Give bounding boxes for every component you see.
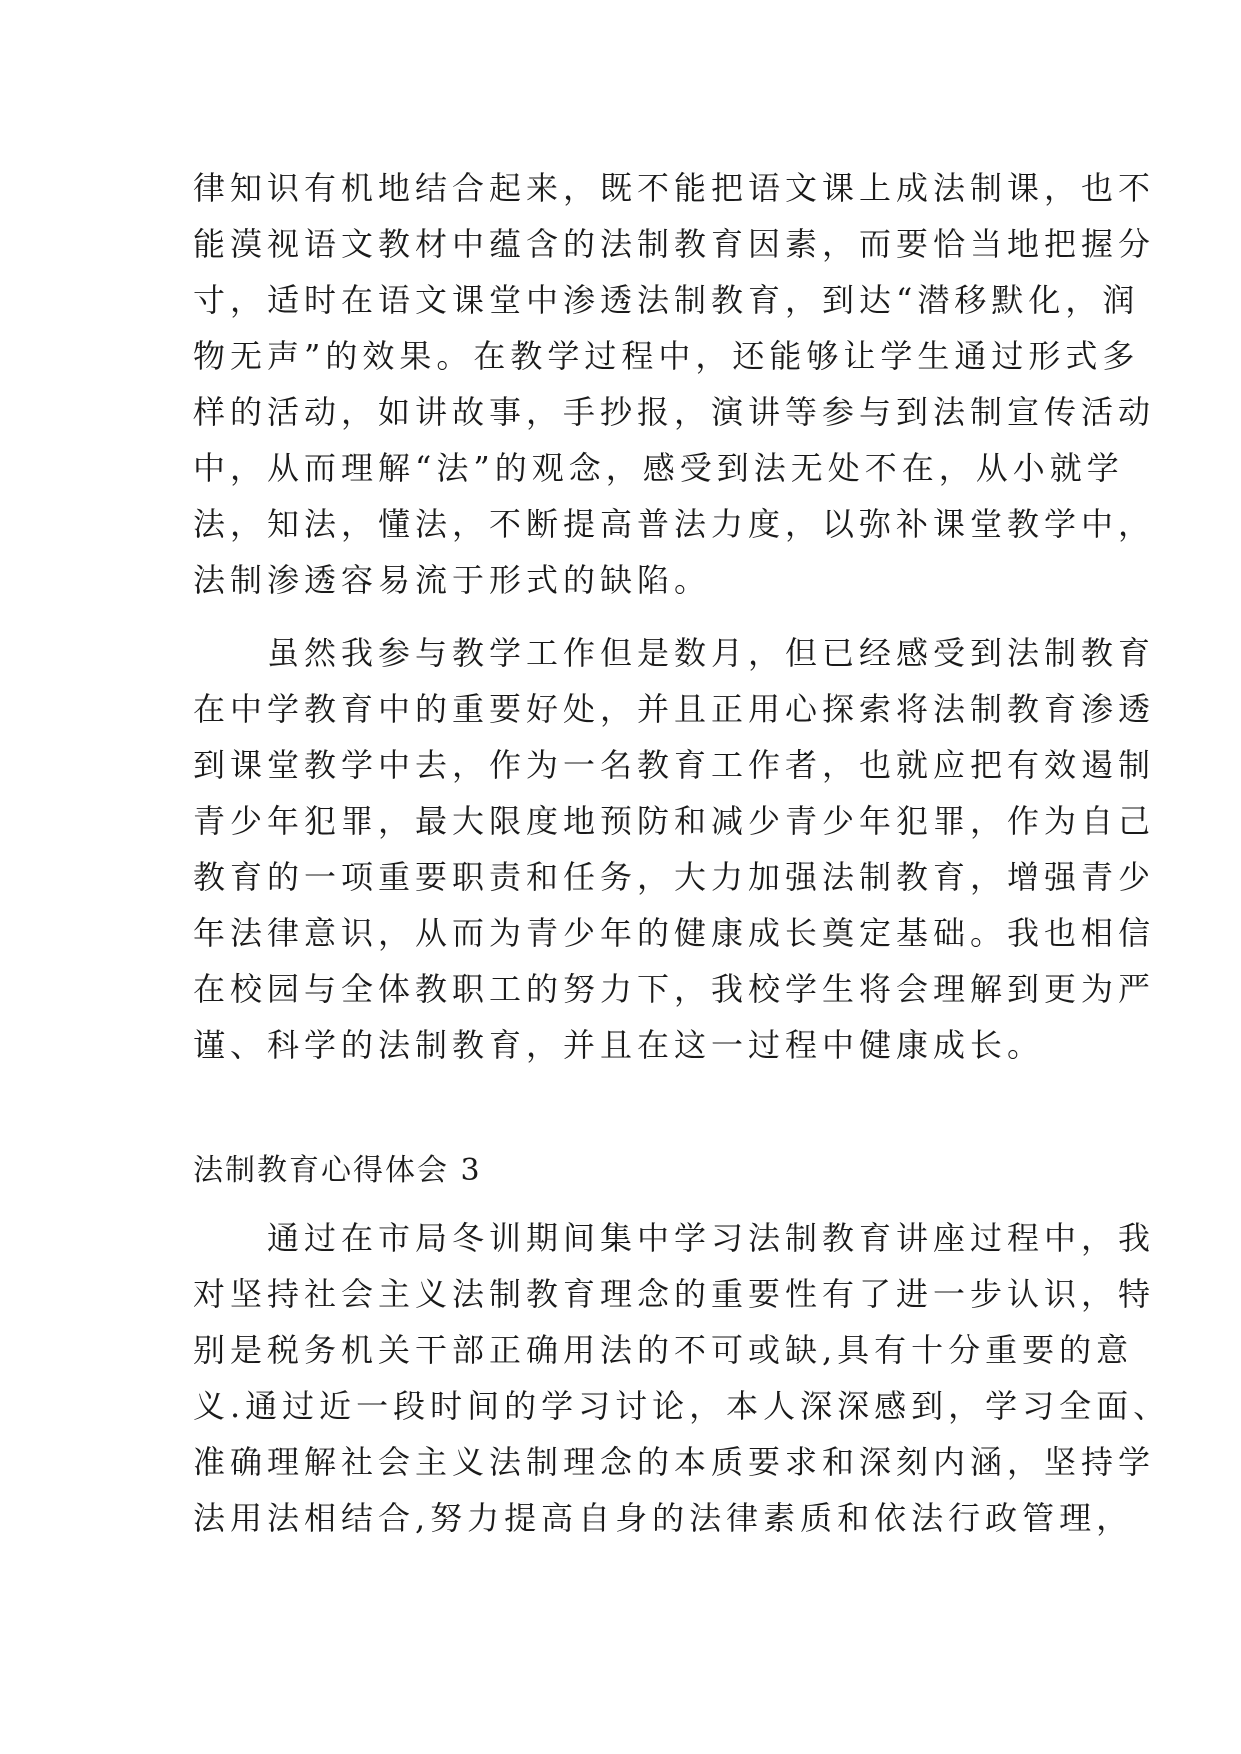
text-line: 到课堂教学中去，作为一名教育工作者，也就应把有效遏制: [193, 746, 1156, 784]
text-line: 年法律意识，从而为青少年的健康成长奠定基础。我也相信: [193, 914, 1156, 952]
text-line: 物无声”的效果。在教学过程中，还能够让学生通过形式多: [193, 337, 1140, 375]
text-line: 法用法相结合,努力提高自身的法律素质和依法行政管理，: [193, 1499, 1134, 1537]
text-line: 样的活动，如讲故事，手抄报，演讲等参与到法制宣传活动: [193, 393, 1156, 431]
paragraph-conclusion: [193, 625, 1156, 1073]
text-line: 法制渗透容易流于形式的缺陷。: [193, 561, 712, 599]
text-line: 法，知法，懂法，不断提高普法力度，以弥补课堂教学中，: [193, 505, 1156, 543]
text-line: 义.通过近一段时间的学习讨论，本人深深感到，学习全面、: [193, 1387, 1171, 1425]
text-line: 寸，适时在语文课堂中渗透法制教育，到达“潜移默化，润: [193, 281, 1140, 319]
text-line: 在校园与全体教职工的努力下，我校学生将会理解到更为严: [193, 970, 1156, 1008]
text-line: 青少年犯罪，最大限度地预防和减少青少年犯罪，作为自己: [193, 802, 1156, 840]
text-line: 谨、科学的法制教育，并且在这一过程中健康成长。: [193, 1026, 1045, 1064]
paragraph-section3: [193, 1210, 1171, 1546]
text-line: 准确理解社会主义法制理念的本质要求和深刻内涵，坚持学: [193, 1443, 1156, 1481]
text-line: 能漠视语文教材中蕴含的法制教育因素，而要恰当地把握分: [193, 225, 1156, 263]
text-line: 对坚持社会主义法制教育理念的重要性有了进一步认识，特: [193, 1275, 1156, 1313]
text-line: 在中学教育中的重要好处，并且正用心探索将法制教育渗透: [193, 690, 1156, 728]
text-line: 虽然我参与教学工作但是数月，但已经感受到法制教育: [193, 634, 1156, 672]
text-line: 教育的一项重要职责和任务，大力加强法制教育，增强青少: [193, 858, 1156, 896]
text-line: 律知识有机地结合起来，既不能把语文课上成法制课，也不: [193, 169, 1156, 207]
text-line: 别是税务机关干部正确用法的不可或缺,具有十分重要的意: [193, 1331, 1134, 1369]
paragraph-continuation: [193, 160, 1156, 608]
text-line: 通过在市局冬训期间集中学习法制教育讲座过程中，我: [193, 1219, 1156, 1257]
text-line: 中，从而理解“法”的观念，感受到法无处不在，从小就学: [193, 449, 1124, 487]
section-heading: 法制教育心得体会 3: [193, 1153, 482, 1188]
